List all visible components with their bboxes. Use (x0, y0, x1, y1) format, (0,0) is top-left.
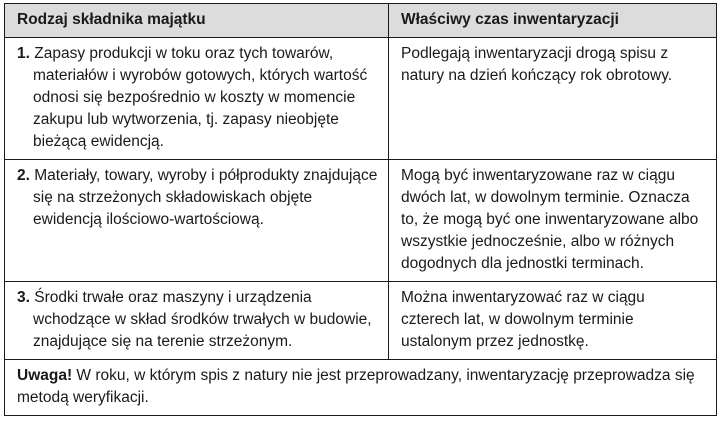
timing-description: Mogą być inwentaryzowane raz w ciągu dwóch lat, w dowolnym terminie. Oznacza to, że mogą być one inwentaryzowane albo wszystkie jednocześnie, albo w różnych dogodnych dla jednostki terminach. (401, 167, 699, 272)
asset-description: Materiały, towary, wyroby i półprodukty znajdujące się na strzeżonych składowiskach objęte ewidencją ilościowo-wartościową. (33, 167, 378, 228)
table-header-row (5, 4, 717, 38)
note-text: W roku, w którym spis z natury nie jest przeprowadzany, inwentaryzację przeprowadza się metodą weryfikacji. (17, 367, 695, 406)
timing-cell (389, 38, 717, 160)
asset-description: Środki trwałe oraz maszyny i urządzenia wchodzące w skład środków trwałych w budowie, znajdujące się na terenie strzeżonym. (33, 289, 372, 350)
timing-description: Podlegają inwentaryzacji drogą spisu z natury na dzień kończący rok obrotowy. (401, 45, 673, 84)
note-row (5, 360, 717, 416)
asset-text-wrap (17, 287, 378, 353)
asset-text-wrap (17, 43, 378, 153)
timing-description: Można inwentaryzować raz w ciągu czterech lat, w dowolnym terminie ustalonym przez jednostkę. (401, 289, 645, 350)
table-row (5, 160, 717, 282)
header-asset-type: Rodzaj składnika majątku (5, 4, 389, 38)
table-row (5, 38, 717, 160)
header-inventory-timing: Właściwy czas inwentaryzacji (389, 4, 717, 38)
asset-cell (5, 160, 389, 282)
asset-cell (5, 38, 389, 160)
inventory-table (4, 3, 717, 416)
row-number: 2. (17, 167, 30, 184)
table-row (5, 282, 717, 360)
timing-cell (389, 282, 717, 360)
asset-description: Zapasy produkcji w toku oraz tych towarów, materiałów i wyrobów gotowych, których wartość odnosi się bezpośrednio w koszty w momencie zakupu lub wytworzenia, tj. zapasy nieobjęte bieżącą ewidencją. (33, 45, 368, 150)
note-label: Uwaga! (17, 367, 73, 384)
row-number: 1. (17, 45, 30, 62)
timing-cell (389, 160, 717, 282)
row-number: 3. (17, 289, 30, 306)
asset-cell (5, 282, 389, 360)
asset-text-wrap (17, 165, 378, 231)
note-cell (5, 360, 717, 416)
